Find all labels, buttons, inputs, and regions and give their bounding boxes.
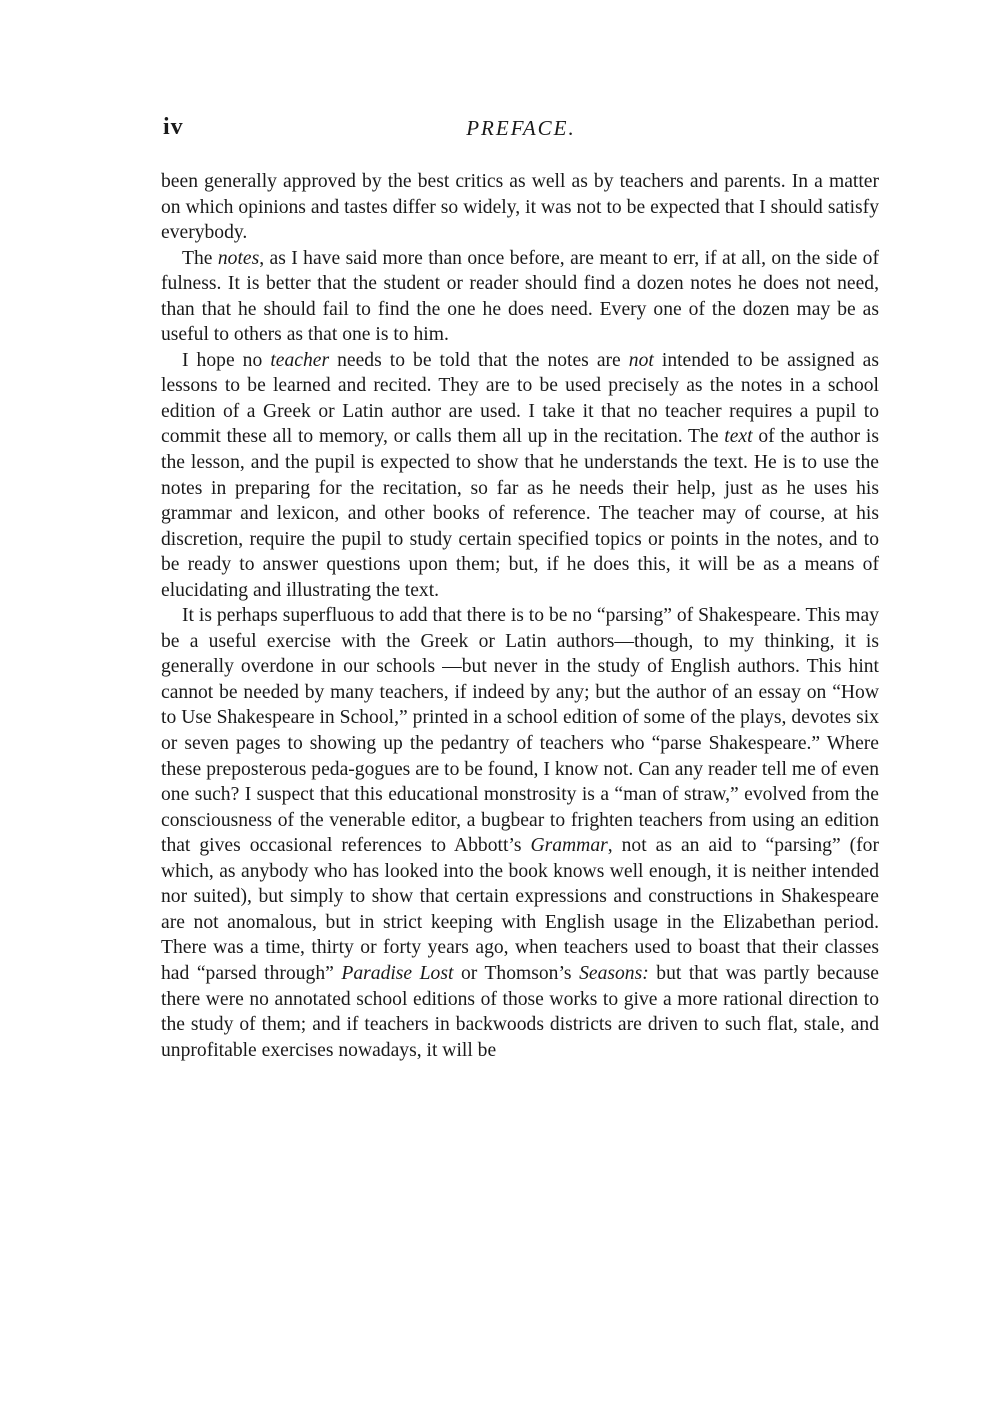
- text-run: , as I have said more than once before, are meant to err, if at all, on the side of fulness. It is better that the student or reader should find a dozen notes he does not need, than that he should fail to find the one he does need. Every one of the dozen may be as useful to others as that one is to him.: [161, 247, 879, 346]
- page-number: iv: [163, 114, 184, 140]
- italic-text: Seasons:: [579, 962, 649, 984]
- text-run: , not as an aid to “parsing” (for which, as anybody who has looked into the book knows well enough, it is neither intended nor suited), but simply to show that certain expressions and constructions in Shakespeare are not anomalous, but in strict keeping with English usage in the Elizabethan period. There was a time, thirty or forty years ago, when teachers used to boast that their classes had “parsed through”: [161, 835, 879, 984]
- italic-text: Grammar: [530, 835, 608, 857]
- running-title: PREFACE.: [466, 116, 576, 140]
- running-head: [163, 114, 879, 144]
- text-run: It is perhaps superfluous to add that there is to be no “parsing” of Shakespeare. This may be a useful exercise with the Greek or Latin authors—though, to my thinking, it is generally overdone in our schools —but never in the study of English authors. This hint cannot be needed by many teachers, if indeed by any; but the author of an essay on “How to Use Shakespeare in School,” printed in a school edition of some of the plays, devotes six or seven pages to showing up the pedantry of teachers who “parse Shakespeare.” Where these preposterous peda-gogues are to be found, I know not. Can any reader tell me of even one such? I suspect that this educational monstrosity is a “man of straw,” evolved from the consciousness of the venerable editor, a bugbear to frighten teachers from using an edition that gives occasional references to Abbott’s: [161, 605, 879, 857]
- italic-text: Paradise Lost: [341, 962, 454, 984]
- italic-text: text: [724, 426, 753, 448]
- paragraph: [161, 246, 879, 348]
- text-run: I hope no: [182, 349, 271, 371]
- body-text: [161, 169, 879, 1063]
- italic-text: not: [628, 349, 654, 371]
- italic-text: teacher: [270, 349, 330, 371]
- text-run: or Thomson’s: [453, 962, 580, 984]
- text-run: needs to be told that the notes are: [329, 349, 629, 371]
- text-run: been generally approved by the best critics as well as by teachers and parents. In a matter on which opinions and tastes differ so widely, it was not to be expected that I should satisfy everybody.: [161, 171, 879, 244]
- text-run: but that was partly because there were no annotated school editions of those works to give a more rational direction to the study of them; and if teachers in backwoods districts are driven to such flat, stale, and unprofitable exercises nowadays, it will be: [161, 962, 879, 1061]
- italic-text: notes: [217, 247, 260, 269]
- paragraph: [161, 348, 879, 603]
- paragraph: [161, 169, 879, 246]
- text-run: The: [182, 247, 218, 269]
- text-run: intended to be assigned as lessons to be learned and recited. They are to be used precisely as the notes in a school edition of a Greek or Latin author are used. I take it that no teacher requires a pupil to commit these all to memory, or calls them all up in the recitation. The: [161, 349, 880, 448]
- text-run: of the author is the lesson, and the pupil is expected to show that he understands the text. He is to use the notes in preparing for the recitation, so far as he needs their help, just as he uses his grammar and lexicon, and other books of reference. The teacher may of course, at his discretion, require the pupil to study certain specified topics or points in the notes, and to be ready to answer questions upon them; but, if he does this, it will be as a means of elucidating and illustrating the text.: [161, 426, 879, 601]
- paragraph: [161, 603, 879, 1063]
